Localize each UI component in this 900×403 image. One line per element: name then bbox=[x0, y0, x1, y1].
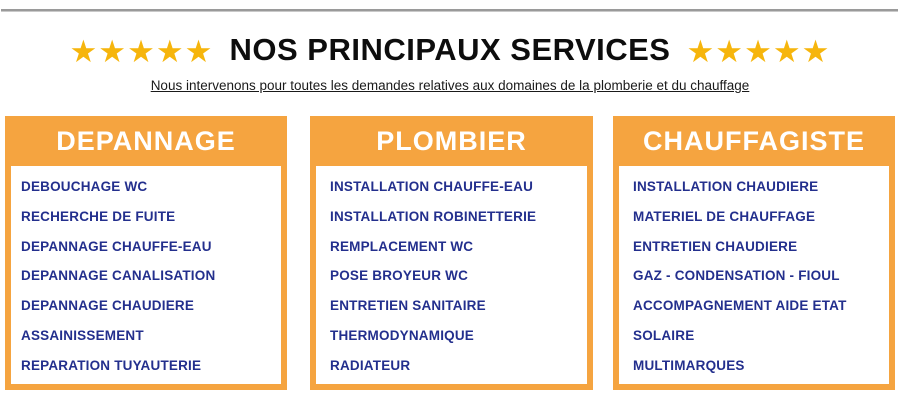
service-item-multimarques[interactable]: MULTIMARQUES bbox=[633, 357, 745, 373]
column-body-depannage bbox=[11, 166, 281, 384]
service-column-chauffagiste bbox=[613, 116, 895, 390]
column-header-chauffagiste: CHAUFFAGISTE bbox=[642, 125, 865, 156]
page-subtitle: Nous intervenons pour toutes les demandes relatives aux domaines de la plomberie et du chauffage bbox=[150, 78, 750, 93]
service-item-remplacement-wc[interactable]: REMPLACEMENT WC bbox=[330, 238, 474, 254]
service-item-installation-chaudiere[interactable]: INSTALLATION CHAUDIERE bbox=[633, 179, 819, 194]
service-column-depannage bbox=[5, 116, 287, 390]
service-item-assainissement[interactable]: ASSAINISSEMENT bbox=[21, 328, 144, 344]
top-divider bbox=[1, 9, 898, 12]
service-item-depannage-chaudiere[interactable]: DEPANNAGE CHAUDIERE bbox=[21, 298, 195, 314]
subtitle-row bbox=[0, 77, 900, 95]
service-item-debouchage-wc[interactable]: DEBOUCHAGE WC bbox=[21, 179, 148, 194]
page-header bbox=[0, 28, 900, 72]
service-column-plombier bbox=[310, 116, 593, 390]
page-title: NOS PRINCIPAUX SERVICES bbox=[229, 32, 671, 67]
column-header-plombier: PLOMBIER bbox=[376, 125, 527, 156]
service-item-entretien-sanitaire[interactable]: ENTRETIEN SANITAIRE bbox=[330, 298, 486, 314]
service-item-installation-chauffe-eau[interactable]: INSTALLATION CHAUFFE-EAU bbox=[330, 179, 534, 194]
service-item-recherche-de-fuite[interactable]: RECHERCHE DE FUITE bbox=[21, 208, 176, 224]
service-item-depannage-chauffe-eau[interactable]: DEPANNAGE CHAUFFE-EAU bbox=[21, 238, 212, 254]
service-item-reparation-tuyauterie[interactable]: REPARATION TUYAUTERIE bbox=[21, 357, 202, 373]
star-rating-icon-left: ★★★★★ bbox=[69, 33, 214, 69]
service-columns bbox=[5, 116, 895, 390]
service-item-gaz-condensation-fioul[interactable]: GAZ - CONDENSATION - FIOUL bbox=[633, 268, 840, 284]
column-header-depannage: DEPANNAGE bbox=[56, 125, 236, 156]
service-item-depannage-canalisation[interactable]: DEPANNAGE CANALISATION bbox=[21, 268, 216, 284]
service-item-materiel-de-chauffage[interactable]: MATERIEL DE CHAUFFAGE bbox=[633, 208, 816, 224]
service-item-entretien-chaudiere[interactable]: ENTRETIEN CHAUDIERE bbox=[633, 238, 798, 254]
service-item-thermodynamique[interactable]: THERMODYNAMIQUE bbox=[330, 328, 474, 344]
column-body-chauffagiste bbox=[619, 166, 889, 384]
service-item-pose-broyeur-wc[interactable]: POSE BROYEUR WC bbox=[330, 268, 469, 284]
service-item-radiateur[interactable]: RADIATEUR bbox=[330, 357, 411, 373]
service-item-solaire[interactable]: SOLAIRE bbox=[633, 328, 695, 344]
column-body-plombier bbox=[316, 166, 587, 384]
star-rating-icon-right: ★★★★★ bbox=[686, 33, 831, 69]
service-item-installation-robinetterie[interactable]: INSTALLATION ROBINETTERIE bbox=[330, 208, 537, 224]
service-item-accompagnement-aide-etat[interactable]: ACCOMPAGNEMENT AIDE ETAT bbox=[633, 298, 847, 314]
